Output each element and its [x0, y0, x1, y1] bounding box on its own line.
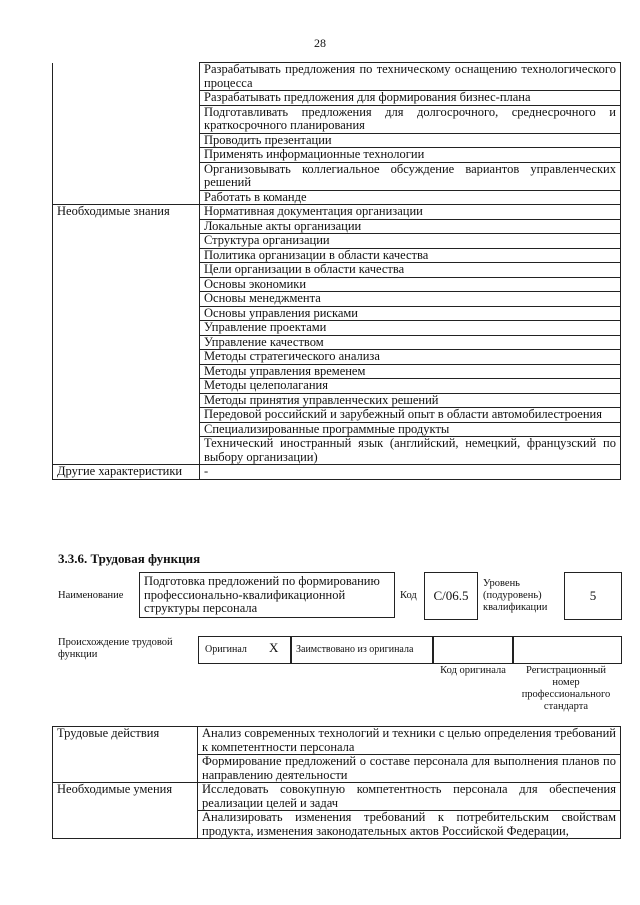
other-label: Другие характеристики	[53, 465, 200, 480]
knowledge-cell: Технический иностранный язык (английский, немецкий, французский по выбору организации)	[200, 437, 621, 465]
reg-number-label: Регистрационный номер профессионального стандарта	[521, 665, 611, 712]
skill-cell: Работать в команде	[200, 190, 621, 205]
borrowed-box	[290, 636, 434, 664]
knowledge-cell: Цели организации в области качества	[200, 263, 621, 278]
skill-cell: Организовывать коллегиальное обсуждение вариантов управленческих решений	[200, 162, 621, 190]
knowledge-cell: Структура организации	[200, 234, 621, 249]
other-value: -	[200, 465, 621, 480]
knowledge-cell: Методы управления временем	[200, 364, 621, 379]
code-label: Код	[400, 590, 417, 601]
reg-number-box	[512, 636, 622, 664]
action-cell: Анализ современных технологий и техники с целью определения требований к компетентности персонала	[198, 727, 621, 755]
knowledge-cell: Методы стратегического анализа	[200, 350, 621, 365]
labor-function-table	[52, 726, 621, 839]
skill-cell: Исследовать совокупную компетентность персонала для обеспечения реализации целей и задач	[198, 783, 621, 811]
original-mark: Х	[269, 640, 279, 655]
knowledge-cell: Методы целеполагания	[200, 379, 621, 394]
original-label: Оригинал	[205, 644, 247, 655]
section-heading: 3.3.6. Трудовая функция	[58, 551, 201, 566]
knowledge-cell: Основы менеджмента	[200, 292, 621, 307]
skill-cell: Разрабатывать предложения по техническому оснащению технологического процесса	[200, 63, 621, 91]
page-number: 28	[314, 36, 326, 50]
knowledge-label: Необходимые знания	[53, 205, 200, 465]
level-value: 5	[564, 572, 622, 620]
function-name: Подготовка предложений по формированию профессионально-квалификационной структуры персонала	[139, 572, 395, 618]
knowledge-cell: Передовой российский и зарубежный опыт в области автомобилестроения	[200, 408, 621, 423]
original-box	[198, 636, 292, 664]
code-original-box	[432, 636, 514, 664]
function-code: С/06.5	[424, 572, 478, 620]
name-label: Наименование	[58, 590, 124, 601]
skill-cell: Применять информационные технологии	[200, 148, 621, 163]
knowledge-cell: Нормативная документация организации	[200, 205, 621, 220]
knowledge-cell: Управление проектами	[200, 321, 621, 336]
skills-label: Необходимые умения	[53, 783, 198, 839]
level-label: Уровень (подуровень) квалификации	[483, 578, 548, 613]
knowledge-cell: Политика организации в области качества	[200, 248, 621, 263]
knowledge-cell: Локальные акты организации	[200, 219, 621, 234]
knowledge-cell: Методы принятия управленческих решений	[200, 393, 621, 408]
code-original-label: Код оригинала	[440, 665, 506, 676]
skill-cell: Разрабатывать предложения для формирования бизнес-плана	[200, 91, 621, 106]
action-cell: Формирование предложений о составе персонала для выполнения планов по направлению деятельности	[198, 755, 621, 783]
skill-cell: Анализировать изменения требований к потребительским свойствам продукта, изменения законодательных актов Российской Федерации,	[198, 811, 621, 839]
skill-cell: Проводить презентации	[200, 133, 621, 148]
knowledge-cell: Управление качеством	[200, 335, 621, 350]
knowledge-cell: Основы экономики	[200, 277, 621, 292]
borrowed-label: Заимствовано из оригинала	[296, 644, 414, 655]
actions-label: Трудовые действия	[53, 727, 198, 783]
knowledge-table	[52, 62, 621, 480]
origin-label: Происхождение трудовой функции	[58, 637, 173, 660]
knowledge-cell: Основы управления рисками	[200, 306, 621, 321]
skill-cell: Подготавливать предложения для долгосрочного, среднесрочного и краткосрочного планирования	[200, 105, 621, 133]
knowledge-cell: Специализированные программные продукты	[200, 422, 621, 437]
